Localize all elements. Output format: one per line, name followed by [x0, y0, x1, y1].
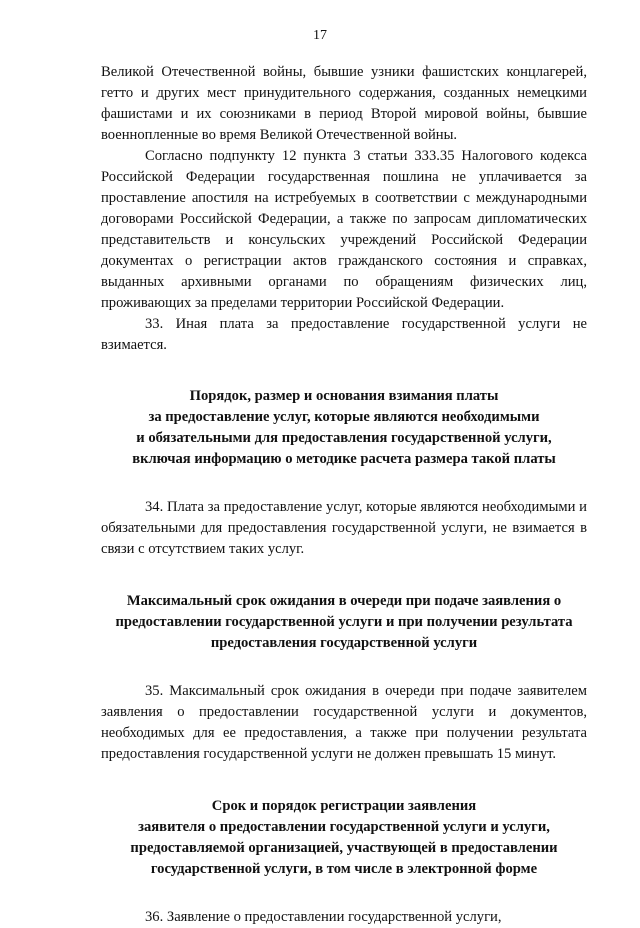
heading-line: государственной услуги, в том числе в электронной форме: [150, 861, 538, 877]
paragraph-35: 35. Максимальный срок ожидания в очереди при подаче заявителем заявления о предоставлении государственной услуги и документов, необходимых для ее предоставления, а также при получении результата предоставления государственной услуги не должен превышать 15 минут.: [101, 683, 587, 762]
section-heading-registration: [101, 796, 587, 880]
page-number: 17: [313, 28, 327, 43]
paragraph-33: 33. Иная плата за предоставление государственной услуги не взимается.: [101, 316, 587, 353]
heading-line: Максимальный срок ожидания в очереди при подаче заявления о: [126, 593, 562, 609]
heading-line: включая информацию о методике расчета размера такой платы: [132, 451, 556, 467]
paragraph-36: 36. Заявление о предоставлении государственной услуги,: [145, 909, 502, 925]
paragraph-34: 34. Плата за предоставление услуг, которые являются необходимыми и обязательными для предоставления государственной услуги, не взимается в связи с отсутствием таких услуг.: [101, 499, 587, 557]
heading-line: Порядок, размер и основания взимания платы: [189, 388, 499, 404]
paragraph-continuation: Великой Отечественной войны, бывшие узники фашистских концлагерей, гетто и других мест принудительного содержания, созданных немецкими фашистами и их союзниками в период Второй мировой войны, бывшие военнопленные во время Великой Отечественной войны.: [101, 64, 587, 143]
heading-line: заявителя о предоставлении государственной услуги и услуги,: [138, 819, 550, 835]
document-body: [101, 62, 587, 928]
heading-line: за предоставление услуг, которые являются необходимыми: [148, 409, 540, 425]
heading-line: Срок и порядок регистрации заявления: [211, 798, 477, 814]
heading-line: предоставляемой организацией, участвующей в предоставлении: [130, 840, 558, 856]
paragraph-tax-code: Согласно подпункту 12 пункта 3 статьи 333.35 Налогового кодекса Российской Федерации государственная пошлина не уплачивается за проставление апостиля на истребуемых в соответствии с международными договорами Российской Федерации, а также по запросам дипломатических представительств и консульских учреждений Российской Федерации документах о регистрации актов гражданского состояния и справках, выданных архивными органами по обращениям физических лиц, проживающих за пределами территории Российской Федерации.: [101, 148, 587, 311]
heading-line: предоставления государственной услуги: [210, 635, 478, 651]
section-heading-fees: [101, 386, 587, 470]
heading-line: предоставлении государственной услуги и при получении результата: [115, 614, 573, 630]
heading-line: и обязательными для предоставления государственной услуги,: [136, 430, 552, 446]
section-heading-queue-time: [101, 591, 587, 654]
